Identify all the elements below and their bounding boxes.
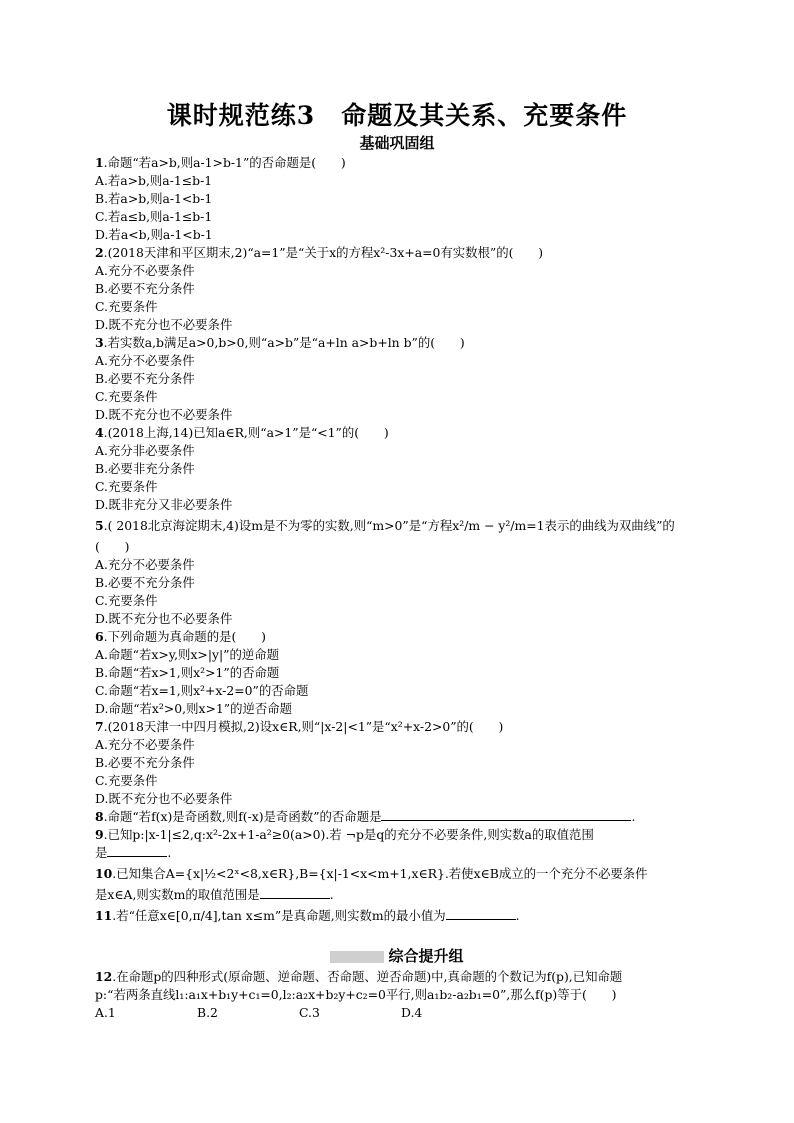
option: C.若a≤b,则a-1≤b-1 bbox=[95, 209, 213, 224]
option: C.命题“若x=1,则x²+x-2=0”的否命题 bbox=[95, 683, 309, 698]
option: D.4 bbox=[401, 1005, 423, 1020]
option: D.若a<b,则a-1<b-1 bbox=[95, 227, 213, 242]
option: C.充要条件 bbox=[95, 773, 158, 788]
question-12-cont: p:“若两条直线l₁:a₁x+b₁y+c₁=0,l₂:a₂x+b₂y+c₂=0平行,则a₁b₂-a₂b₁=0”,那么f(p)等于( ) bbox=[95, 987, 617, 1002]
option: B.若a>b,则a-1<b-1 bbox=[95, 191, 213, 206]
question-7: 7.(2018天津一中四月模拟,2)设x∈R,则“|x-2|<1”是“x²+x-2>0”的( ) bbox=[95, 719, 504, 734]
question-3: 3.若实数a,b满足a>0,b>0,则“a>b”是“a+ln a>b+ln b”的( ) bbox=[95, 335, 465, 350]
question-9: 9.已知p:|x-1|≤2,q:x²-2x+1-a²≥0(a>0).若 ¬p是q的充分不必要条件,则实数a的取值范围 bbox=[95, 827, 594, 842]
option: B.必要不充分条件 bbox=[95, 281, 195, 296]
question-6: 6.下列命题为真命题的是( ) bbox=[95, 629, 266, 644]
option: C.充要条件 bbox=[95, 389, 158, 404]
question-5-bracket: ( ) bbox=[95, 539, 130, 554]
option: A.充分非必要条件 bbox=[95, 443, 195, 458]
answer-blank bbox=[260, 886, 330, 899]
option: A.充分不必要条件 bbox=[95, 737, 195, 752]
answer-blank bbox=[107, 844, 167, 857]
answer-blank bbox=[381, 808, 631, 821]
section-bar bbox=[330, 951, 384, 963]
option: A.充分不必要条件 bbox=[95, 557, 195, 572]
option: C.3 bbox=[299, 1005, 320, 1020]
question-8: 8.命题“若f(x)是奇函数,则f(-x)是奇函数”的否命题是 . bbox=[95, 809, 636, 824]
option: A.命题“若x>y,则x>|y|”的逆命题 bbox=[95, 647, 280, 662]
option: B.必要不充分条件 bbox=[95, 755, 195, 770]
options-row bbox=[95, 1004, 707, 1022]
option: C.充要条件 bbox=[95, 593, 158, 608]
option: D.既非充分又非必要条件 bbox=[95, 497, 233, 512]
question-2: 2.(2018天津和平区期末,2)“a=1”是“关于x的方程x²-3x+a=0有实数根”的( ) bbox=[95, 245, 544, 260]
option: A.充分不必要条件 bbox=[95, 263, 195, 278]
question-list bbox=[95, 154, 707, 928]
question-9-cont: 是 . bbox=[95, 845, 172, 860]
question-1: 1.命题“若a>b,则a-1>b-1”的否命题是( ) bbox=[95, 155, 346, 170]
option: B.必要不充分条件 bbox=[95, 371, 195, 386]
option: D.既不充分也不必要条件 bbox=[95, 611, 233, 626]
option: B.2 bbox=[197, 1005, 218, 1020]
section-heading-basic: 基础巩固组 bbox=[359, 134, 435, 152]
option: D.既不充分也不必要条件 bbox=[95, 407, 233, 422]
option: B.必要不充分条件 bbox=[95, 575, 195, 590]
answer-blank bbox=[446, 907, 516, 920]
question-10-cont: 是x∈A,则实数m的取值范围是 . bbox=[95, 887, 334, 902]
page-title: 课时规范练3 命题及其关系、充要条件 bbox=[166, 101, 628, 130]
option: A.若a>b,则a-1≤b-1 bbox=[95, 173, 213, 188]
question-5: 5.( 2018北京海淀期末,4)设m是不为零的实数,则“m>0”是“方程x²/m − y²/m=1表示的曲线为双曲线”的 bbox=[95, 518, 675, 533]
question-4: 4.(2018上海,14)已知a∈R,则“a>1”是“<1”的( ) bbox=[95, 425, 389, 440]
option: D.既不充分也不必要条件 bbox=[95, 317, 233, 332]
option: D.既不充分也不必要条件 bbox=[95, 791, 233, 806]
question-list-advanced bbox=[95, 968, 707, 1022]
option: C.充要条件 bbox=[95, 479, 158, 494]
section-heading-advanced: 综合提升组 bbox=[0, 945, 794, 966]
question-12: 12.在命题p的四种形式(原命题、逆命题、否命题、逆否命题)中,真命题的个数记为f(p),已知命题 bbox=[95, 969, 623, 984]
option: B.必要非充分条件 bbox=[95, 461, 195, 476]
option: B.命题“若x>1,则x²>1”的否命题 bbox=[95, 665, 280, 680]
option: D.命题“若x²>0,则x>1”的逆否命题 bbox=[95, 701, 293, 716]
question-11: 11.若“任意x∈[0,π/4],tan x≤m”是真命题,则实数m的最小值为 . bbox=[95, 908, 520, 923]
option: A.充分不必要条件 bbox=[95, 353, 195, 368]
question-10: 10.已知集合A={x|½<2ˣ<8,x∈R},B={x|-1<x<m+1,x∈R}.若使x∈B成立的一个充分不必要条件 bbox=[95, 866, 648, 881]
option: C.充要条件 bbox=[95, 299, 158, 314]
option: A.1 bbox=[95, 1005, 116, 1020]
